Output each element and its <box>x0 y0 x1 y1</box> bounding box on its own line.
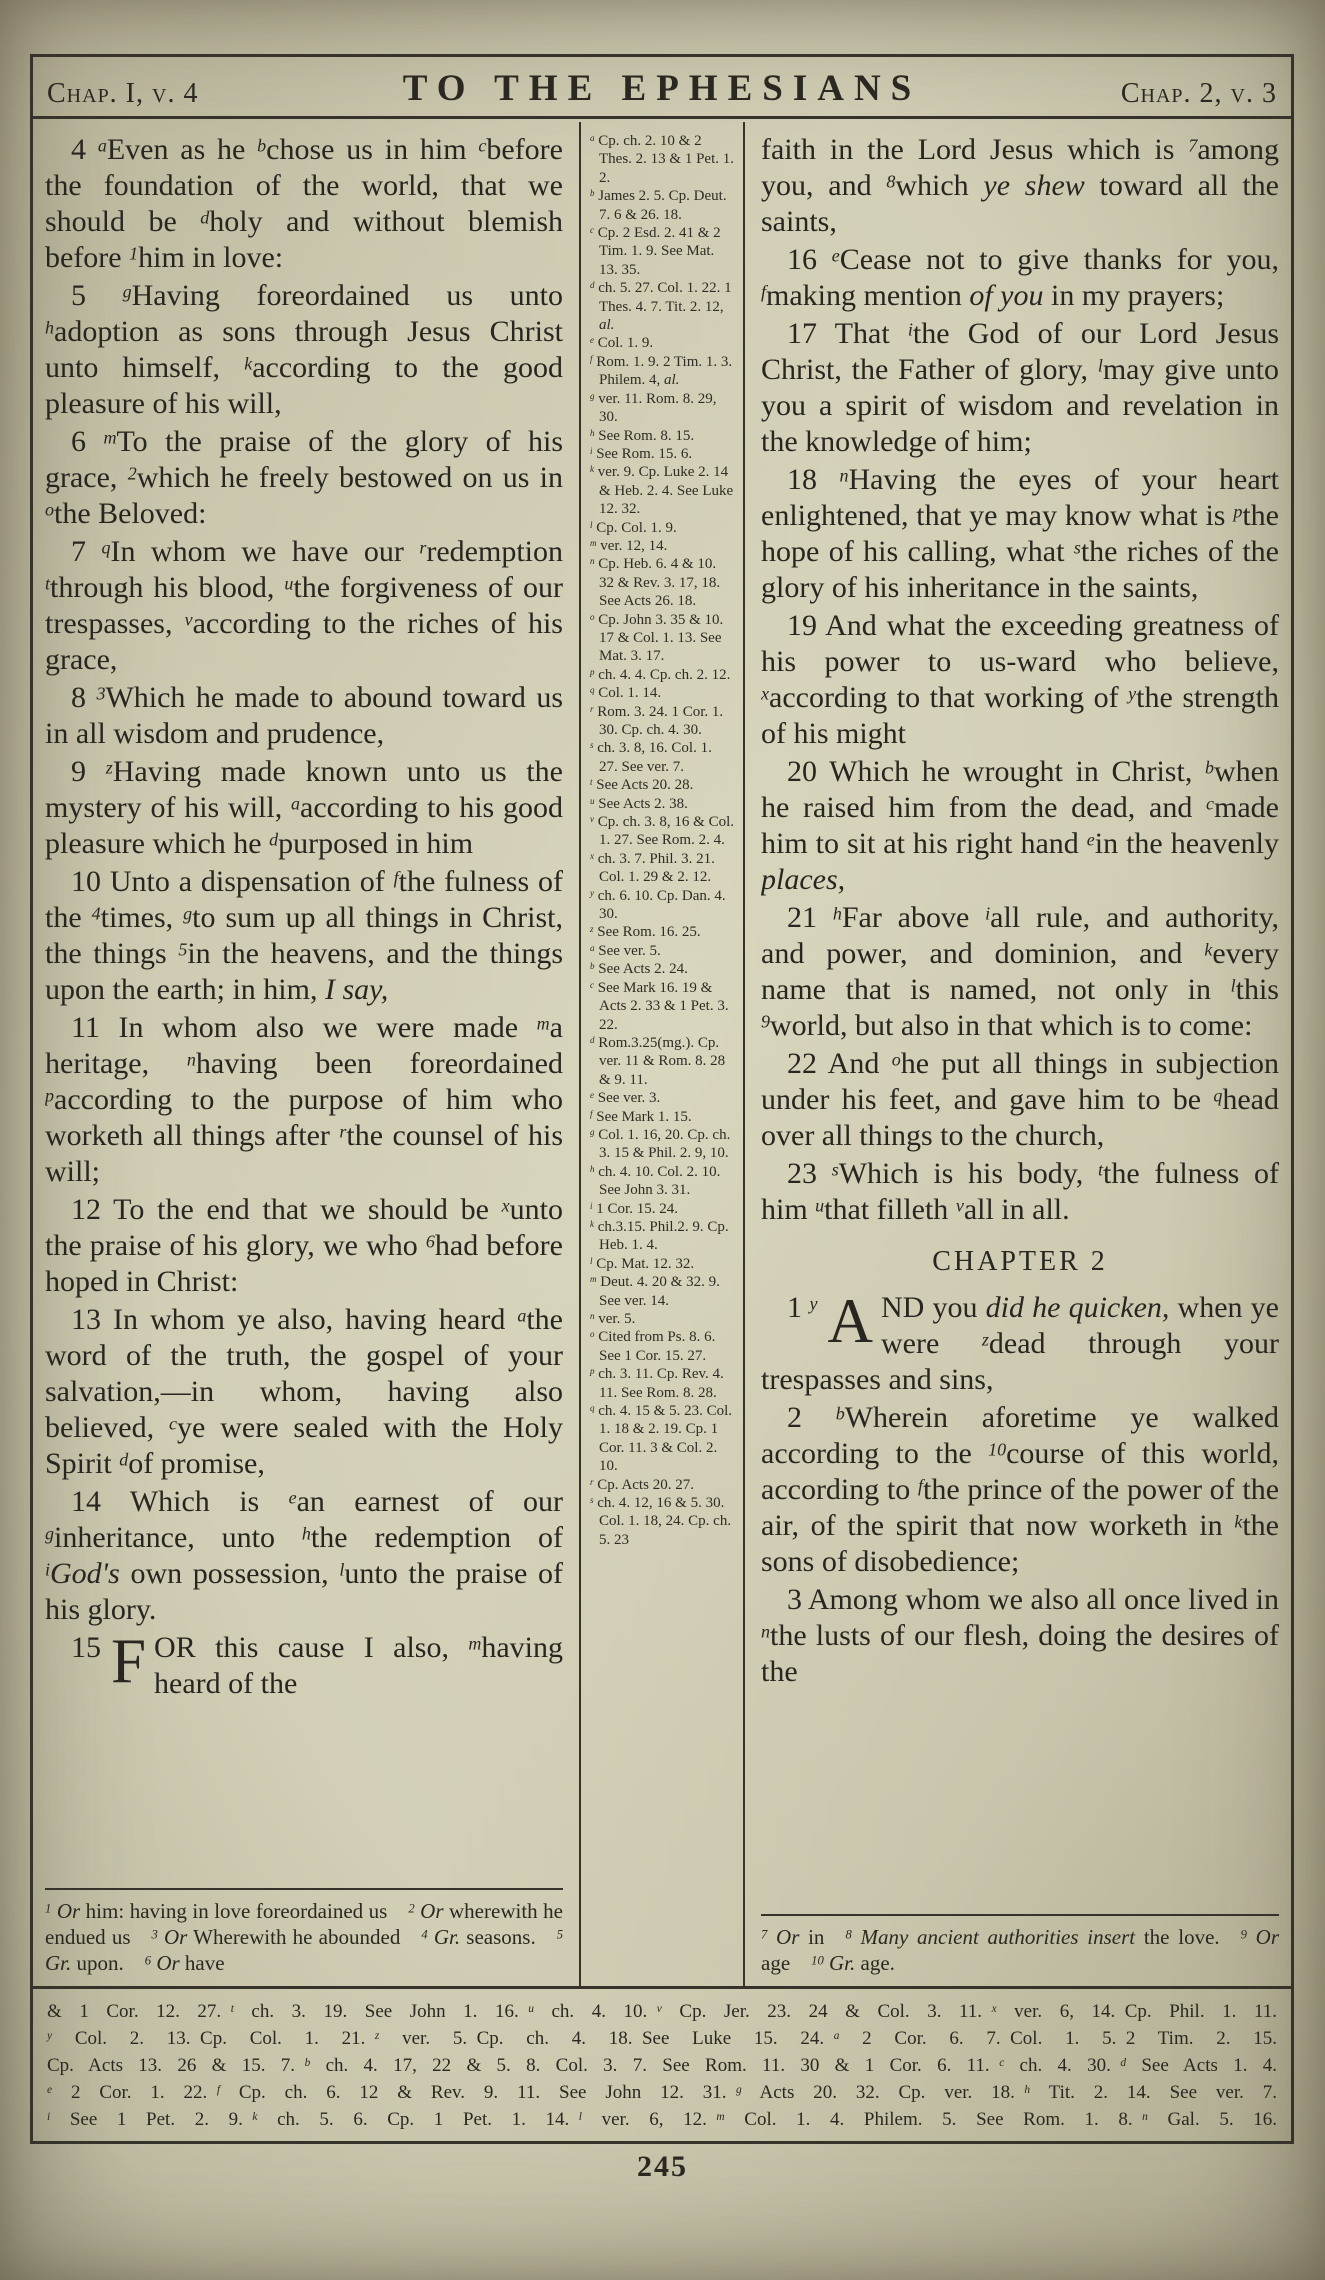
cross-reference-entry: $^h$ See Rom. 8. 15. <box>590 427 695 444</box>
cross-reference-entry: $^e$ Col. 1. 9. <box>590 335 654 352</box>
verse: 8 $^3$Which he made to abound toward us in all wisdom and prudence, <box>45 681 563 750</box>
verse: 12 To the end that we should be $^x$unto the praise of his glory, we who $^6$had before hoped in Christ: <box>45 1193 563 1298</box>
bottom-reference-line: $^e$ 2 Cor. 1. 22. $^f$ Cp. ch. 6. 12 & Rev. 9. 11. See John 12. 31. $^g$ Acts 20. 32. Cp. ver. 18. $^h$ Tit. 2. 14. See ver. 7. <box>47 2082 1277 2103</box>
cross-reference-entry: $^f$ See Mark 1. 15. <box>590 1108 692 1125</box>
cross-reference-entry: $^i$ See Rom. 15. 6. <box>590 445 693 462</box>
cross-reference-entry: $^k$ ver. 9. Cp. Luke 2. 14 & Heb. 2. 4. See Luke 12. 32. <box>590 464 734 518</box>
left-verses <box>45 132 563 1888</box>
chapter-ref-right: Chap. 2, v. 3 <box>1120 78 1277 109</box>
cross-reference-entry: $^r$ Cp. Acts 20. 27. <box>590 1476 694 1493</box>
cross-reference-entry: $^s$ ch. 4. 12, 16 & 5. 30. Col. 1. 18, 24. Cp. ch. 5. 23 <box>590 1495 732 1548</box>
chapter-ref-left: Chap. I, v. 4 <box>47 78 199 109</box>
bottom-reference-line: & 1 Cor. 12. 27. $^t$ ch. 3. 19. See John 1. 16. $^u$ ch. 4. 10. $^v$ Cp. Jer. 23. 24 & Col. 3. 11. $^x$ ver. 6, 14. Cp. Phil. 1. 11. <box>47 2001 1277 2022</box>
cross-reference-entry: $^c$ See Mark 16. 19 & Acts 2. 33 & 1 Pet. 3. 22. <box>590 979 729 1033</box>
cross-reference-entry: $^v$ Cp. ch. 3. 8, 16 & Col. 1. 27. See Rom. 2. 4. <box>590 814 735 849</box>
cross-reference-entry: $^o$ Cp. John 3. 35 & 10. 17 & Col. 1. 13. See Mat. 3. 17. <box>590 611 724 665</box>
verse: 22 And $^o$he put all things in subjection under his feet, and gave him to be $^q$head over all things to the church, <box>761 1047 1279 1152</box>
verse: 11 In whom also we were made $^m$a heritage, $^n$having been foreordained $^p$according to the purpose of him who worketh all things after $^r$the counsel of his will; <box>45 1011 563 1188</box>
cross-reference-entry: $^q$ Col. 1. 14. <box>590 685 662 702</box>
center-reference-column <box>579 122 745 1986</box>
cross-reference-entry: $^m$ ver. 12, 14. <box>590 537 668 554</box>
verse: 20 Which he wrought in Christ, $^b$when he raised him from the dead, and $^c$made him to sit at his right hand $^e$in the heavenly places, <box>761 755 1279 896</box>
cross-reference-entry: $^x$ ch. 3. 7. Phil. 3. 21. Col. 1. 29 & 2. 12. <box>590 850 715 886</box>
cross-reference-entry: $^d$ ch. 5. 27. Col. 1. 22. 1 Thes. 4. 7. Tit. 2. 12, al. <box>590 280 732 334</box>
verse: 17 That $^i$the God of our Lord Jesus Christ, the Father of glory, $^l$may give unto you a spirit of wisdom and revelation in the knowledge of him; <box>761 317 1279 458</box>
cross-reference-entry: $^u$ See Acts 2. 38. <box>590 795 688 812</box>
cross-reference-entry: $^n$ ver. 5. <box>590 1311 636 1327</box>
page-frame <box>30 54 1294 2144</box>
cross-reference-entry: $^g$ ver. 11. Rom. 8. 29, 30. <box>590 390 717 426</box>
left-footnotes <box>45 1888 563 1976</box>
page-title: TO THE EPHESIANS <box>402 68 922 109</box>
right-footnotes <box>761 1914 1279 1976</box>
verse: 21 $^h$Far above $^i$all rule, and authority, and power, and dominion, and $^k$every name that is named, not only in $^l$this $^9$world, but also in that which is to come: <box>761 901 1279 1042</box>
cross-reference-entry: $^o$ Cited from Ps. 8. 6. See 1 Cor. 15. 27. <box>590 1329 716 1364</box>
cross-reference-entry: $^s$ ch. 3. 8, 16. Col. 1. 27. See ver. 7. <box>590 740 712 775</box>
cross-reference-entry: $^l$ Cp. Mat. 12. 32. <box>590 1255 695 1272</box>
right-verses <box>761 132 1279 1914</box>
verse: 10 Unto a dispensation of $^f$the fulness of the $^4$times, $^g$to sum up all things in Christ, the things $^5$in the heavens, and the things upon the earth; in him, I say, <box>45 865 563 1006</box>
cross-reference-entry: $^r$ Rom. 3. 24. 1 Cor. 1. 30. Cp. ch. 4. 30. <box>590 703 724 738</box>
bottom-reference-line: $^y$ Col. 2. 13. Cp. Col. 1. 21. $^z$ ver. 5. Cp. ch. 4. 18. See Luke 15. 24. $^a$ 2 Cor. 6. 7. Col. 1. 5. 2 Tim. 2. 15. <box>47 2028 1277 2049</box>
verse: 5 $^g$Having foreordained us unto $^h$adoption as sons through Jesus Christ unto himself, $^k$according to the good pleasure of his will, <box>45 279 563 420</box>
cross-reference-entry: $^m$ Deut. 4. 20 & 32. 9. See ver. 14. <box>590 1274 720 1309</box>
verse: 4 $^a$Even as he $^b$chose us in him $^c$before the foundation of the world, that we should be $^d$holy and without blemish before $^1$him in love: <box>45 133 563 274</box>
page-header <box>33 57 1291 119</box>
verse: 13 In whom ye also, having heard $^a$the word of the truth, the gospel of your salvation,—in whom, having also believed, $^c$ye were sealed with the Holy Spirit $^d$of promise, <box>45 1303 563 1480</box>
cross-reference-entry: $^a$ Cp. ch. 2. 10 & 2 Thes. 2. 13 & 1 Pet. 1. 2. <box>590 133 734 186</box>
verse: 15 F OR this cause I also, $^m$having heard of the <box>71 1626 563 1700</box>
cross-reference-entry: $^i$ 1 Cor. 15. 24. <box>590 1200 678 1217</box>
cross-reference-entry: $^f$ Rom. 1. 9. 2 Tim. 1. 3. Philem. 4, al. <box>590 353 733 389</box>
verse: 2 $^b$Wherein aforetime ye walked according to the $^{10}$course of this world, according to $^f$the prince of the power of the air, of the spirit that now worketh in $^k$the sons of disobedience; <box>761 1401 1279 1578</box>
verse: 19 And what the exceeding greatness of his power to us-ward who believe, $^x$according to that working of $^y$the strength of his might <box>761 609 1279 750</box>
cross-reference-entry: $^p$ ch. 4. 4. Cp. ch. 2. 12. <box>590 666 731 683</box>
cross-reference-entry: $^t$ See Acts 20. 28. <box>590 777 694 794</box>
cross-reference-entry: $^a$ See ver. 5. <box>590 942 661 959</box>
verse: 16 $^e$Cease not to give thanks for you, $^f$making mention of you in my prayers; <box>761 243 1279 312</box>
cross-reference-entry: $^k$ ch.3.15. Phil.2. 9. Cp. Heb. 1. 4. <box>590 1218 729 1254</box>
bottom-reference-block <box>33 1986 1291 2141</box>
footnote-text: $^1$ Or him: having in love foreordained us $^2$ Or wherewith he endued us $^3$ Or Wherewith he abounded $^4$ Gr. seasons. $^5$ Gr. upon. $^6$ Or have <box>45 1899 563 1975</box>
page-number: 245 <box>637 2150 688 2183</box>
verse: 6 $^m$To the praise of the glory of his grace, $^2$which he freely bestowed on us in $^o$the Beloved: <box>45 425 563 530</box>
cross-reference-entry: $^h$ ch. 4. 10. Col. 2. 10. See John 3. 31. <box>590 1163 721 1199</box>
cross-reference-entry: $^b$ James 2. 5. Cp. Deut. 7. 6 & 26. 18. <box>590 188 727 223</box>
verse: 1 $^y$ A ND you did he quicken, when ye were $^z$dead through your trespasses and sins, <box>761 1286 1279 1396</box>
cross-reference-entry: $^l$ Cp. Col. 1. 9. <box>590 519 677 536</box>
cross-reference-entry: $^b$ See Acts 2. 24. <box>590 961 688 978</box>
verse: 3 Among whom we also all once lived in $^n$the lusts of our flesh, doing the desires of the <box>761 1583 1279 1688</box>
bottom-reference-line: $^i$ See 1 Pet. 2. 9. $^k$ ch. 5. 6. Cp. 1 Pet. 1. 14. $^l$ ver. 6, 12. $^m$ Col. 1. 4. Philem. 5. See Rom. 1. 8. $^n$ Gal. 5. 16. <box>47 2109 1277 2130</box>
cross-reference-entry: $^n$ Cp. Heb. 6. 4 & 10. 32 & Rev. 3. 17, 18. See Acts 26. 18. <box>590 556 721 610</box>
footnote-text: $^7$ Or in $^8$ Many ancient authorities insert the love. $^9$ Or age $^{10}$ Gr. age. <box>761 1925 1280 1975</box>
verse: faith in the Lord Jesus which is $^7$among you, and $^8$which ye shew toward all the saints, <box>761 133 1279 238</box>
verse: 14 Which is $^e$an earnest of our $^g$inheritance, unto $^h$the redemption of $^i$God's own possession, $^l$unto the praise of his glory. <box>45 1485 563 1626</box>
right-column <box>745 122 1291 1986</box>
left-column <box>33 122 579 1986</box>
verse: 9 $^z$Having made known unto us the mystery of his will, $^a$according to his good pleasure which he $^d$purposed in him <box>45 755 563 860</box>
cross-reference-entry: $^e$ See ver. 3. <box>590 1090 661 1107</box>
bottom-reference-line: Cp. Acts 13. 26 & 15. 7. $^b$ ch. 4. 17, 22 & 5. 8. Col. 3. 7. See Rom. 11. 30 & 1 Cor. 6. 11. $^c$ ch. 4. 30. $^d$ See Acts 1. 4. <box>47 2055 1277 2076</box>
cross-reference-entry: $^z$ See Rom. 16. 25. <box>590 924 701 941</box>
cross-reference-entry: $^d$ Rom.3.25(mg.). Cp. ver. 11 & Rom. 8. 28 & 9. 11. <box>590 1034 726 1088</box>
cross-reference-entry: $^y$ ch. 6. 10. Cp. Dan. 4. 30. <box>590 887 726 923</box>
cross-reference-entry: $^c$ Cp. 2 Esd. 2. 41 & 2 Tim. 1. 9. See Mat. 13. 35. <box>590 225 721 278</box>
verse: 7 $^q$In whom we have our $^r$redemption $^t$through his blood, $^u$the forgiveness of our trespasses, $^v$according to the riches of his grace, <box>45 535 563 676</box>
verse: 18 $^n$Having the eyes of your heart enlightened, that ye may know what is $^p$the hope of his calling, what $^s$the riches of the glory of his inheritance in the saints, <box>761 463 1279 604</box>
cross-reference-entry: $^q$ ch. 4. 15 & 5. 23. Col. 1. 18 & 2. 19. Cp. 1 Cor. 11. 3 & Col. 2. 10. <box>590 1403 732 1475</box>
verse: CHAPTER 2 <box>932 1246 1108 1277</box>
cross-reference-entry: $^p$ ch. 3. 11. Cp. Rev. 4. 11. See Rom. 8. 28. <box>590 1366 724 1401</box>
verse: 23 $^s$Which is his body, $^t$the fulness of him $^u$that filleth $^v$all in all. <box>761 1157 1279 1226</box>
cross-reference-entry: $^g$ Col. 1. 16, 20. Cp. ch. 3. 15 & Phil. 2. 9, 10. <box>590 1126 731 1162</box>
text-columns <box>33 122 1291 1986</box>
